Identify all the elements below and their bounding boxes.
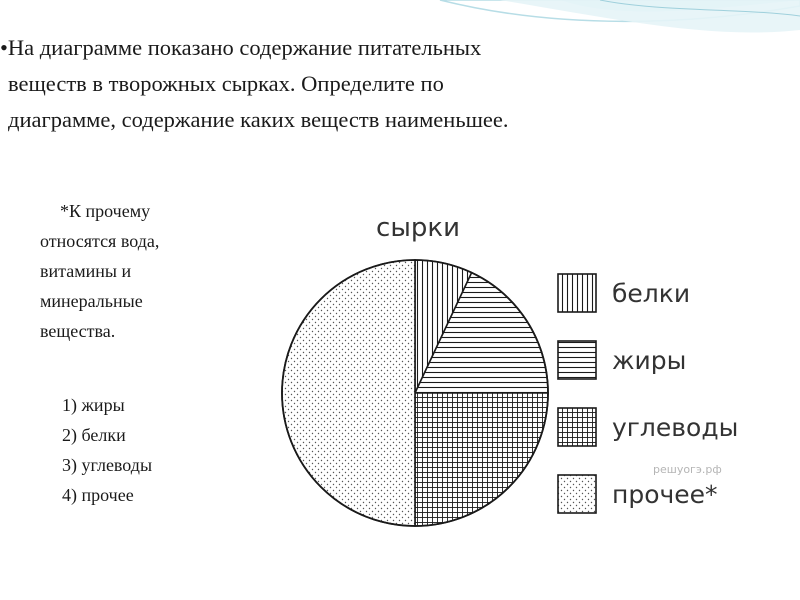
pie-slice-3 xyxy=(415,393,548,526)
legend-label-1: белки xyxy=(612,279,691,308)
answer-option-3: 3) углеводы xyxy=(62,455,153,475)
answer-option-2: 2) белки xyxy=(62,425,126,445)
footnote-line-2: относятся вода, xyxy=(40,231,160,251)
watermark: решуогэ.рф xyxy=(653,463,722,476)
footnote-line-1: *К прочему xyxy=(60,201,151,221)
chart-title: сырки xyxy=(376,213,460,243)
footnote-line-4: минеральные xyxy=(40,291,143,311)
pie-chart xyxy=(275,210,745,528)
legend-swatch-1 xyxy=(558,274,596,312)
question-line-1: •На диаграмме показано содержание питательных xyxy=(0,35,482,60)
legend xyxy=(558,274,738,513)
chart-panel xyxy=(275,210,745,528)
answer-option-1: 1) жиры xyxy=(62,395,125,415)
legend-label-4: прочее* xyxy=(612,480,718,509)
footnote-line-3: витамины и xyxy=(40,261,132,281)
pie-slices xyxy=(282,260,548,526)
footnote xyxy=(40,196,260,346)
question-line-3: диаграмме, содержание каких веществ наименьшее. xyxy=(8,107,509,132)
footnote-line-5: вещества. xyxy=(40,321,116,341)
answer-option-4: 4) прочее xyxy=(62,485,134,505)
answer-options xyxy=(62,390,152,510)
legend-swatch-2 xyxy=(558,341,596,379)
legend-label-3: углеводы xyxy=(612,413,739,442)
legend-swatch-3 xyxy=(558,408,596,446)
question-line-2: веществ в творожных сырках. Определите по xyxy=(8,71,444,96)
legend-label-2: жиры xyxy=(612,346,687,375)
legend-swatch-4 xyxy=(558,475,596,513)
pie-slice-4 xyxy=(282,260,415,526)
question-text xyxy=(0,30,740,138)
